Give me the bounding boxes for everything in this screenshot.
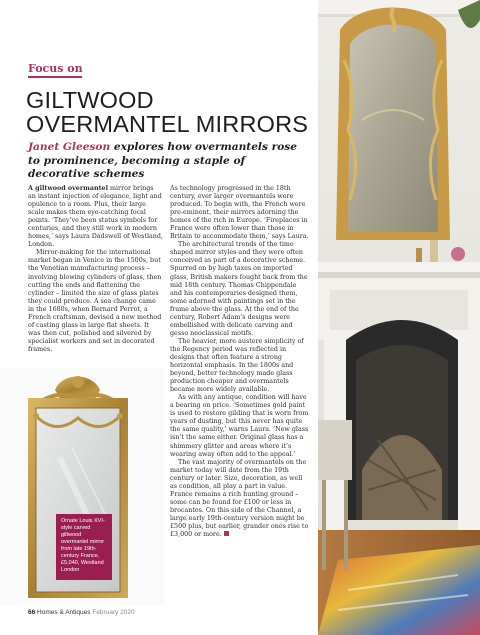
paragraph: The architectural trends of the time shaped mirror styles and they were often conceived as part of a decorative scheme. Spurred on by high taxes on imported glass, British makers fought back from the mid 18th century. Thomas Chippendale and his contemporaries designed them, some adorned with paintings set in the frame above the glass. At the end of the century, Robert Adam’s designs were embellished with delicate carving and gesso neoclassical motifs. [170,241,308,337]
standfirst [28,141,303,182]
end-mark-icon [224,531,229,536]
paragraph: The heavier, more austere simplicity of the Regency period was reflected in designs that often feature a strong horizontal emphasis. In the 1800s and beyond, better technology made glass production cheaper and overmantels became more widely available. [170,337,304,394]
photo-caption: Ornate Louis XVI-style carved giltwood overmantel mirror from late 19th-century France, £5,040, Westland London [56,514,112,580]
paragraph-text: The vast majority of overmantels on the market today will date from the 19th century or later. Size, decoration, as well as condition, all play a part in value. France remains a rich hunting ground – some can be found for £100 or less in brocantes. On this side of the Channel, a large early 19th-century version might be £500 plus, but earlier, grander ones rise to £3,000 or more. [170,458,309,539]
author-name: Janet Gleeson [28,141,111,153]
paragraph: As with any antique, condition will have a bearing on price. ‘Sometimes gold paint is used to restore gilding that is worn from years of dusting, but this never has quite the same quality,’ warns Laura. ‘New glass isn’t the same either. Original glass has a shimmery glitter and areas where it’s wearing away often add to the appeal.’ [170,394,309,458]
paragraph: Mirror-making for the international market began in Venice in the 1500s, but the Venetian manufacturing process – involving blowing cylinders of glass, then cutting the ends and flattening the cylinder – limited the size of glass plates they could produce. A sea change came in the 1680s, when Bernard Perrot, a French craftsman, devised a new method of casting glass in large flat sheets. It was then cut, polished and silvered by specialist workers and set in decorated frames. [28,249,162,353]
fireplace-room-photo [318,0,480,635]
body-column-1 [28,185,163,354]
lead-in: A giltwood overmantel [28,185,108,192]
paragraph [170,459,310,539]
issue-date: February 2020 [92,609,135,616]
page-footer [28,609,135,616]
paragraph: As technology progressed in the 18th century, ever larger overmantels were produced. To begin with, the French were pre-eminent, their mirrors adorning the homes of the rich in Europe. ‘Fireplaces in France were often lower than those in Britain to accommodate them,’ says Laura. [170,185,309,241]
kicker-rule [28,76,82,78]
page-number: 66 [28,609,36,616]
article-title: GILTWOOD OVERMANTEL MIRRORS [26,87,309,137]
paragraph-text: mirror brings an instant injection of elegance, light and opulence to a room. Plus, their large scale makes them eye-catching focal points. ‘They’ve been status symbols for centuries, and they still work in modern homes,’ says Laura Dadswell of Westland, London. [28,185,163,249]
paragraph [28,185,163,249]
section-kicker: Focus on [28,62,83,75]
body-column-2 [170,185,310,539]
standfirst-text: explores how overmantels rose to prominence, becoming a staple of decorative schemes [28,141,297,180]
magazine-name: Homes & Antiques [37,609,91,616]
